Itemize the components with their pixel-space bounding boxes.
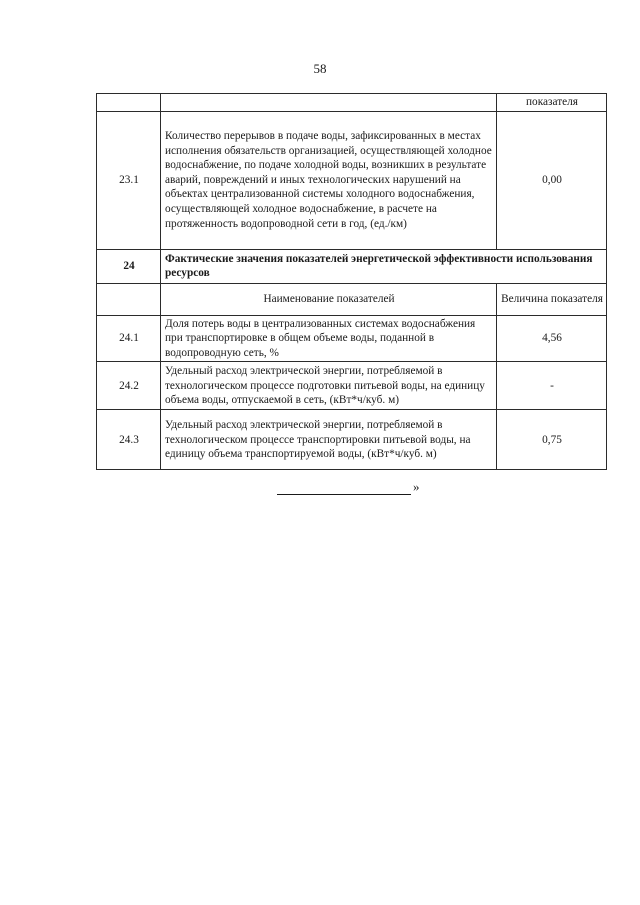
closing-line [277,479,420,495]
signature-underline [277,480,411,495]
indicator-description: Удельный расход электрической энергии, потребляемой в технологическом процессе подготовки питьевой воды, на единицу объема воды, отпускаемой в сеть, (кВт*ч/куб. м) [161,362,497,410]
continuation-header-row [97,94,607,112]
name-header-cell: Наименование показателей [161,283,497,315]
indicator-value: 0,00 [497,111,607,249]
page-number: 58 [313,61,327,76]
section-title: Фактические значения показателей энергетической эффективности использования ресурсов [161,249,607,283]
value-header-cell: Величина показателя [497,283,607,315]
section-row-24 [97,249,607,283]
empty-name-cell [161,94,497,112]
subheader-row [97,283,607,315]
row-number: 24.3 [97,410,161,470]
table-row-24-1 [97,315,607,362]
table-row-23-1 [97,111,607,249]
value-header-cell: показателя [497,94,607,112]
row-number: 24.1 [97,315,161,362]
section-number: 24 [97,249,161,283]
row-number: 23.1 [97,111,161,249]
row-number: 24.2 [97,362,161,410]
table-row-24-3 [97,410,607,470]
indicator-description: Количество перерывов в подаче воды, зафиксированных в местах исполнения обязательств организацией, осуществляющей холодное водоснабжение, по подаче холодной воды, возникших в результате аварий, повреждений и иных технологических нарушений на объектах централизованной системы холодного водоснабжения, осуществляющей холодное водоснабжение, в расчете на протяженность водопроводной сети в год, (ед./км) [161,111,497,249]
empty-num-cell [97,283,161,315]
closing-quote-mark: » [413,479,420,494]
indicator-description: Удельный расход электрической энергии, потребляемой в технологическом процессе транспортировки питьевой воды, на единицу объема транспортируемой воды, (кВт*ч/куб. м) [161,410,497,470]
indicator-description: Доля потерь воды в централизованных системах водоснабжения при транспортировке в общем объеме воды, поданной в водопроводную сеть, % [161,315,497,362]
indicator-value: - [497,362,607,410]
indicator-value: 4,56 [497,315,607,362]
table-row-24-2 [97,362,607,410]
indicator-value: 0,75 [497,410,607,470]
empty-num-cell [97,94,161,112]
indicators-table [96,93,607,470]
